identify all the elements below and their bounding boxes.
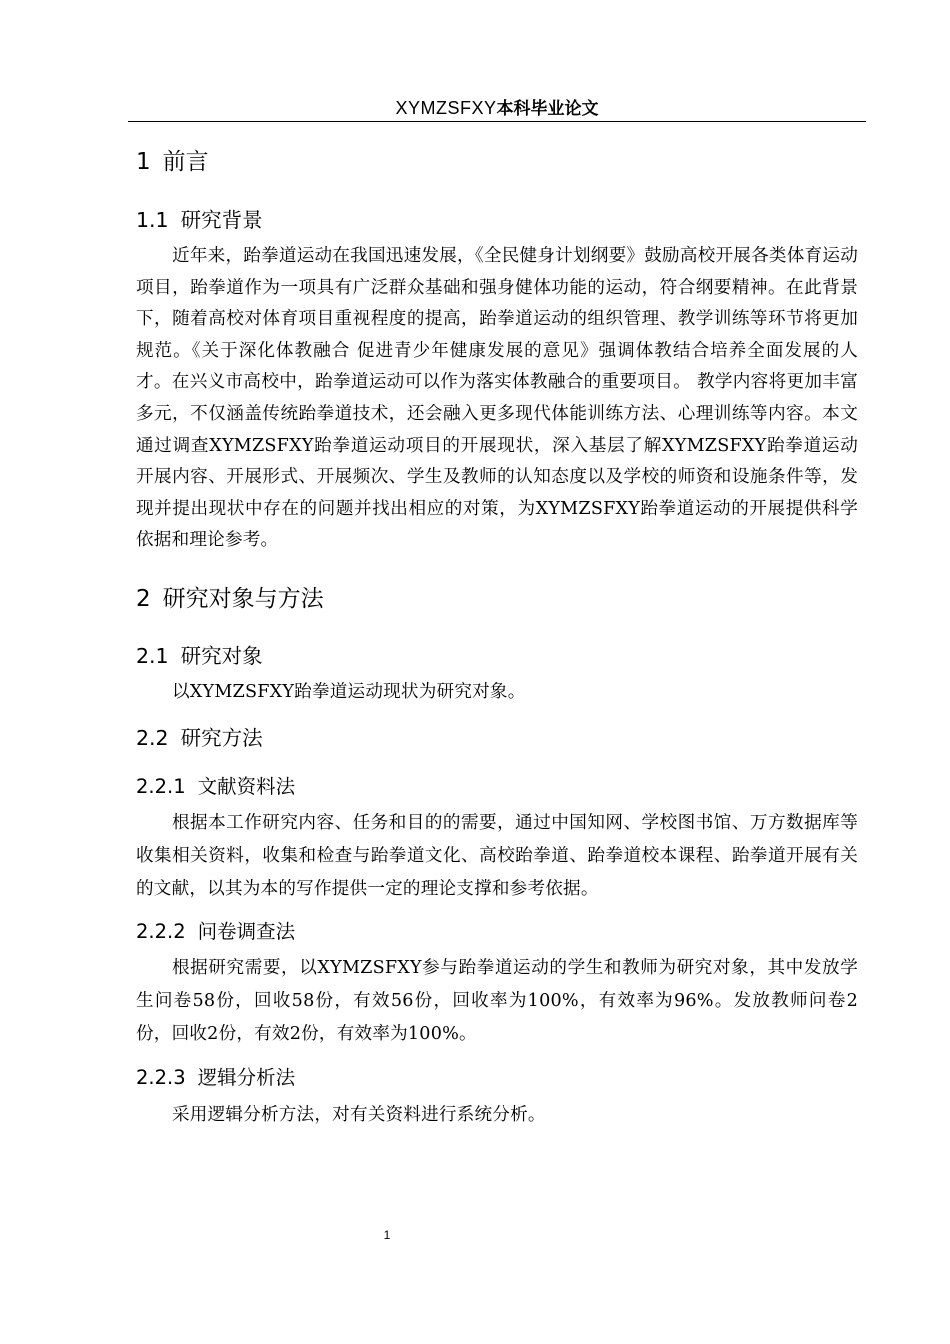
section-number: 2.2.1 [136, 775, 186, 798]
section-title: 文献资料法 [197, 775, 296, 798]
running-header [128, 94, 866, 122]
section-number: 2.1 [136, 644, 169, 668]
section-number: 2 [136, 586, 151, 612]
section-number: 1.1 [136, 208, 169, 232]
section-heading-2-2-3 [136, 1062, 295, 1090]
section-title: 逻辑分析法 [197, 1066, 296, 1089]
section-number: 2.2.2 [136, 920, 186, 943]
section-title: 问卷调查法 [197, 920, 296, 943]
paragraph-research-background: 近年来，跆拳道运动在我国迅速发展，《全民健身计划纲要》鼓励高校开展各类体育运动项目，跆拳道作为一项具有广泛群众基础和强身健体功能的运动，符合纲要精神。在此背景下，随着高校对体育项目重视程度的提高，跆拳道运动的组织管理、教学训练等环节将更加规范。《关于深化体教融合 促进青少年健康发展的意见》强调体教结合培养全面发展的人才。在兴义市高校中，跆拳道运动可以作为落实体教融合的重要项目。 教学内容将更加丰富多元，不仅涵盖传统跆拳道技术，还会融入更多现代体能训练方法、心理训练等内容。本文通过调查XYMZSFXY跆拳道运动项目的开展现状，深入基层了解XYMZSFXY跆拳道运动开展内容、开展形式、开展频次、学生及教师的认知态度以及学校的师资和设施条件等，发现并提出现状中存在的问题并找出相应的对策，为XYMZSFXY跆拳道运动的开展提供科学依据和理论参考。 [136, 246, 858, 551]
paragraph-literature-method: 根据本工作研究内容、任务和目的的需要，通过中国知网、学校图书馆、万方数据库等收集相关资料，收集和检查与跆拳道文化、高校跆拳道、跆拳道校本课程、跆拳道开展有关的文献，以其为本的写作提供一定的理论支撑和参考依据。 [136, 813, 858, 899]
paragraph-research-object: 以XYMZSFXY跆拳道运动现状为研究对象。 [172, 682, 526, 702]
section-heading-2-1 [136, 639, 263, 669]
section-heading-2-2 [136, 721, 263, 751]
section-heading-2 [136, 580, 324, 613]
section-title: 前言 [162, 149, 209, 175]
section-number: 2.2.3 [136, 1066, 186, 1089]
section-number: 1 [136, 149, 151, 175]
paragraph-questionnaire-method: 根据研究需要，以XYMZSFXY参与跆拳道运动的学生和教师为研究对象，其中发放学生问卷58份，回收58份，有效56份，回收率为100%，有效率为96%。发放教师问卷2份，回收2份，有效2份，有效率为100%。 [136, 958, 858, 1044]
section-title: 研究对象与方法 [162, 586, 324, 612]
header-title: 本科毕业论文 [496, 99, 599, 119]
section-title: 研究背景 [180, 208, 263, 232]
page-number: 1 [383, 1228, 391, 1242]
paragraph-logic-analysis-method: 采用逻辑分析方法，对有关资料进行系统分析。 [172, 1105, 546, 1125]
section-heading-1-1 [136, 203, 263, 233]
section-heading-2-2-2 [136, 916, 295, 944]
section-number: 2.2 [136, 726, 169, 750]
header-school-code: XYMZSFXY [395, 98, 497, 118]
section-heading-1 [136, 143, 209, 176]
section-title: 研究对象 [180, 644, 263, 668]
section-title: 研究方法 [180, 726, 263, 750]
section-heading-2-2-1 [136, 771, 295, 799]
